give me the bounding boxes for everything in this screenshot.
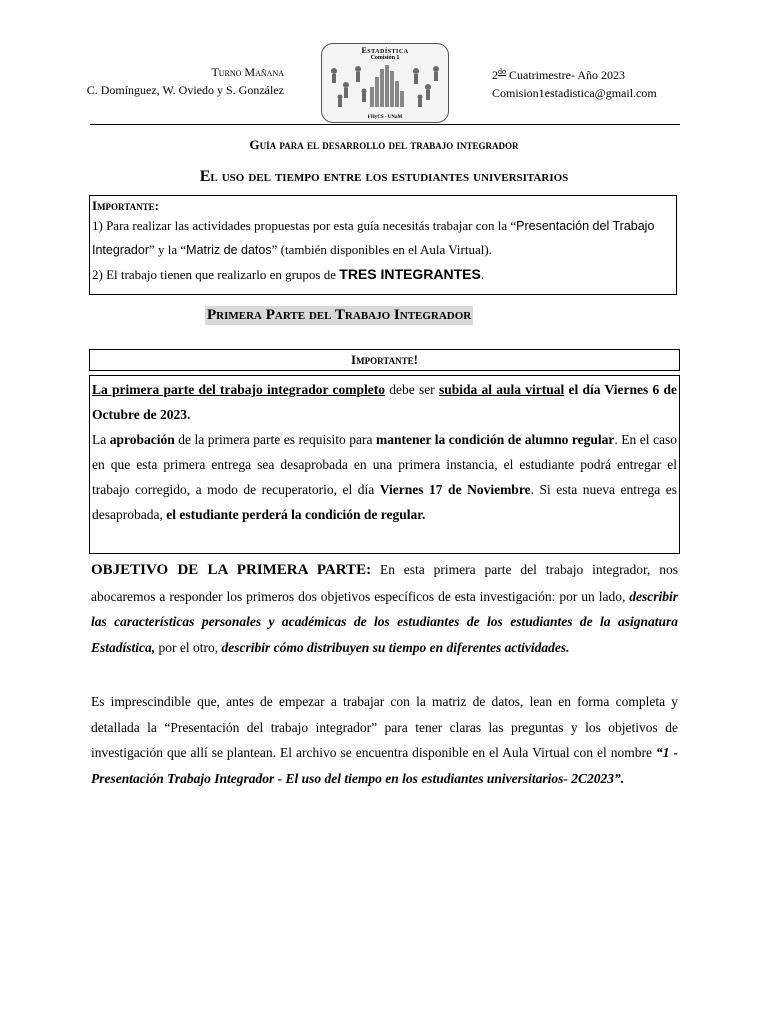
part-title: Primera Parte del Trabajo Integrador — [207, 307, 472, 323]
logo-title: Estadística — [361, 46, 409, 55]
important-heading: Importante: — [92, 198, 159, 213]
term-label: $2^{do}$ Cuatrimestre- Año 2023 — [492, 67, 625, 82]
objective-paragraph: OBJETIVO DE LA PRIMERA PARTE: En esta primera parte del trabajo integrador, nos abocaremos a responder los primeros dos objetivos específicos de esta investigación: por un lado, describir las características personales y académicas de los estudiantes de los estudiantes de la asignatura Estadística, por el otro, describir cómo distribuyen su tiempo en diferentes actividades. — [91, 562, 679, 655]
logo-people-histogram-icon — [326, 61, 444, 109]
approval-conditions: La aprobación de la primera parte es requisito para mantener la condición de alumno regular. En el caso en que esta primera entrega sea desaprobada en una primera instancia, el estudiante podrá entregar el trabajo corregido, a modo de recuperatorio, el día Viernes 17 de Noviembre. Si esta nueva entrega es desaprobada, el estudiante perderá la condición de regular. — [92, 432, 677, 522]
submission-deadline: La primera parte del trabajo integrador completo debe ser subida al aula virtual el día Viernes 6 de Octubre de 2023. — [92, 382, 677, 422]
guide-title: Guía para el desarrollo del trabajo integrador — [249, 137, 519, 152]
contact-email: Comision1estadistica@gmail.com — [492, 86, 657, 100]
important-item-1: 1) Para realizar las actividades propuestas por esta guía necesitás trabajar con la “Presentación del Trabajo Integrador” y la “Matriz de datos” (también disponibles en el Aula Virtual). — [92, 218, 655, 257]
logo-subtitle: Comisión 1 — [370, 55, 400, 61]
course-logo — [321, 43, 449, 123]
important-box — [89, 195, 677, 295]
authors: C. Domínguez, W. Oviedo y S. González — [86, 83, 284, 97]
header-left — [60, 63, 284, 99]
header-right — [492, 63, 712, 102]
shift-label: Turno Mañana — [211, 65, 284, 79]
closing-paragraph: Es imprescindible que, antes de empezar a trabajar con la matriz de datos, lean en forma completa y detallada la “Presentación del trabajo integrador” para tener claras las preguntas y los objetivos de investigación que allí se plantean. El archivo se encuentra disponible en el Aula Virtual con el nombre “1 - Presentación Trabajo Integrador - El uso del tiempo en los estudiantes universitarios- 2C2023”. — [91, 694, 679, 786]
submission-notice-box — [89, 375, 680, 554]
topic-title: El uso del tiempo entre los estudiantes universitarios — [199, 168, 569, 185]
important-item-2: 2) El trabajo tienen que realizarlo en grupos de TRES INTEGRANTES. — [92, 266, 485, 282]
header-divider — [90, 124, 680, 125]
important-notice-heading: Importante! — [89, 349, 680, 371]
logo-footer: FHyCS - UNaM — [367, 115, 403, 120]
